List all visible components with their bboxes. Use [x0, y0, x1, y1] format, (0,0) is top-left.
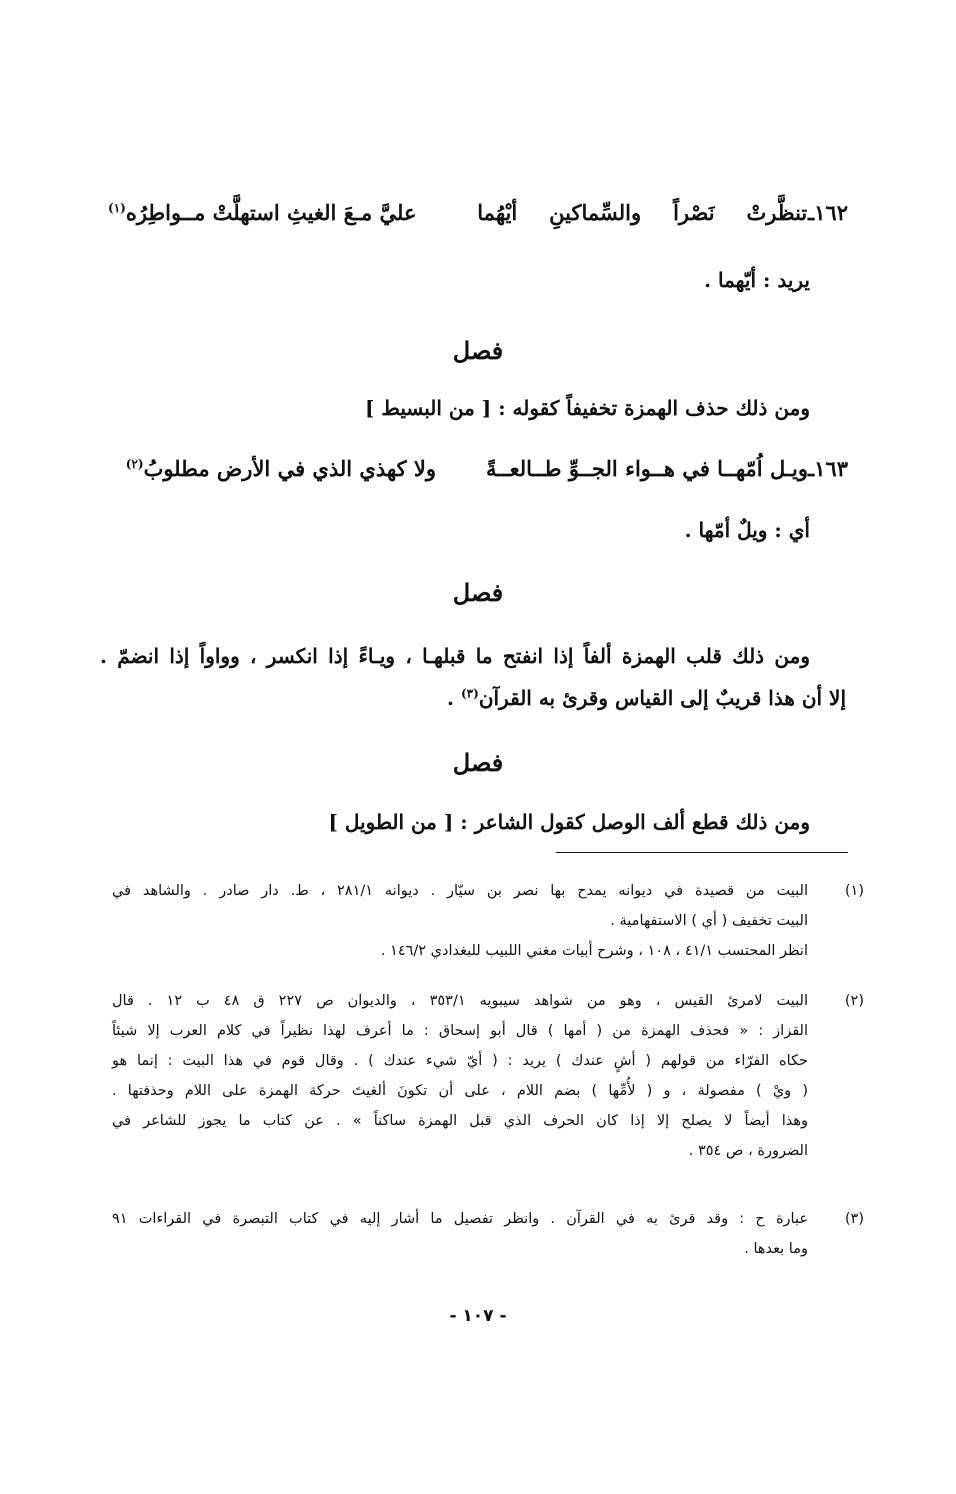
footnote-2-line-6: الضرورة ، ص ٣٥٤ .: [688, 1143, 808, 1159]
footnote-1-line-3: انظر المحتسب ٤١/١ ، ١٠٨ ، وشرح أبيات مغني اللبيب للبغدادي ١٤٦/٢ .: [380, 943, 808, 959]
footnote-3-line-2: وما بعدها .: [744, 1241, 808, 1257]
footnote-2-line-5: وهذا أيضاً لا يصلح إلا إذا كان الحرف الذي قبل الهمزة ساكناً » . عن كتاب ما يجوز للشاعر في: [112, 1113, 808, 1129]
verse-162-word-2: نَصْراً: [673, 200, 715, 225]
page-number: - ١٠٧ -: [449, 1306, 507, 1326]
paragraph-3-line-2: إلا أن هذا قريبٌ إلى القياس وقرئ به القرآن$^{(٣)}$ .: [447, 686, 846, 710]
footnote-2-line-2: القزاز : « فحذف الهمزة من ( أمها ) قال أبو إسحاق : ما أعرف لهذا نظيراً في كلام العرب إلا شيئاً: [112, 1023, 808, 1039]
verse-163-first-hemistich: ويـل اُمّهــا في هــواء الجــوِّ طــالعــةً: [486, 456, 808, 481]
footnote-3: [112, 1204, 864, 1264]
verse-163-second-hemistich: ولا كهذي الذي في الأرض مطلوبُ$^{(٢)}$: [125, 456, 436, 481]
verse-162-word-4: أيْهُما: [477, 200, 518, 225]
verse-162: [108, 200, 848, 225]
verse-162-first-hemistich: [477, 200, 807, 225]
footnote-2-number: (٢): [844, 993, 864, 1009]
section-heading-3: فصل: [452, 748, 504, 777]
line-yurid: يريد : أيّهما .: [704, 268, 810, 292]
verse-163: [108, 456, 848, 481]
section-heading-2: فصل: [452, 578, 504, 607]
verse-162-word-1: تنظَّرتْ: [746, 200, 808, 225]
verse-162-second-hemistich: عليَّ مـعَ الغيثِ استهلَّتْ مــواطِرُه$^{(١)}$: [108, 200, 417, 225]
section-heading-1: فصل: [452, 336, 504, 365]
footnote-2-line-4: ( ويْ ) مفصولة ، و ( لأُمِّها ) بضم اللام ، على أن تكونَ ألغيتَ حركة الهمزة على اللام وحذفتها .: [112, 1083, 808, 1099]
footnote-3-number: (٣): [844, 1211, 864, 1227]
footnote-ref-3[interactable]: (٣): [460, 686, 479, 701]
paragraph-3-line-1: ومن ذلك قلب الهمزة ألفاً إذا انفتح ما قبلهـا ، ويـاءً إذا انكسر ، وواواً إذا انضمّ .: [100, 644, 810, 668]
verse-162-word-3: والسِّماكينِ: [549, 200, 642, 225]
footnote-separator: [556, 852, 848, 853]
footnote-3-line-1: عبارة ح : وقد قرئ به في القرآن . وانظر تفصيل ما أشار إليه في كتاب التبصرة في القراءات ٩١: [112, 1211, 808, 1227]
footnote-2-line-3: حكاه الفرّاء من قولهم ( أشٍ عندك ) يريد : ( أيّ شيء عندك ) . وقال قوم في هذا البيت : إنما هو: [112, 1053, 808, 1069]
footnote-ref-1[interactable]: (١): [108, 201, 126, 215]
footnote-1: [112, 876, 864, 966]
line-ay: أي : ويلٌ أمّها .: [684, 518, 810, 542]
footnote-2-line-1: البيت لامرئ القيس ، وهو من شواهد سيبويه ٣٥٣/١ ، والديوان ص ٢٢٧ ق ٤٨ ب ١٢ . قال: [112, 993, 808, 1009]
verse-163-number: ١٦٣ـ: [808, 456, 848, 481]
verse-162-number: ١٦٢ـ: [808, 200, 848, 225]
intro-line-4: ومن ذلك قطع ألف الوصل كقول الشاعر : [ من الطويل ]: [328, 810, 810, 834]
footnote-1-line-1: البيت من قصيدة في ديوانه يمدح بها نصر بن سيّار . ديوانه ٢٨١/١ ، ط. دار صادر . والشاهد في: [112, 883, 808, 899]
footnote-2: [112, 986, 864, 1166]
footnote-1-number: (١): [844, 883, 864, 899]
footnote-ref-2[interactable]: (٢): [125, 457, 144, 471]
footnote-1-line-2: البيت تخفيف ( أي ) الاستفهامية .: [610, 913, 808, 929]
intro-line-2: ومن ذلك حذف الهمزة تخفيفاً كقوله : [ من البسيط ]: [364, 396, 810, 420]
